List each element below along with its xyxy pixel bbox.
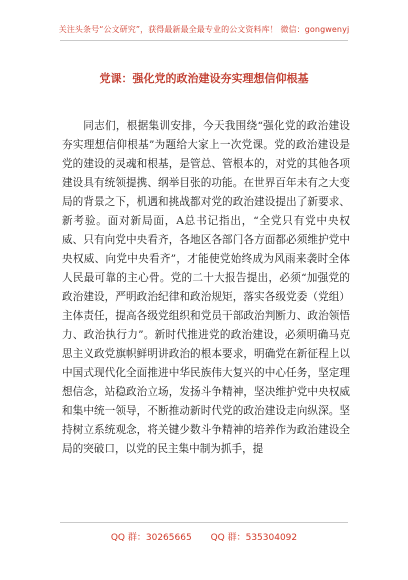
footer-divider — [60, 522, 348, 523]
footer-qq-group-2: QQ 群：535304092 — [210, 533, 298, 543]
document-body-paragraph: 同志们，根据集训安排，今天我围绕“强化党的政治建设夯实理想信仰根基”为题给大家上一次党课。党的政治建设是党的建设的灵魂和根基，是管总、管根本的，对党的其他各项建设具有统领提携、纲举目张的功能。在世界百年未有之大变局的背景之下，机遇和挑战都对党的政治建设提出了新要求、新考验。面对新局面，A总书记指出，“全党只有党中央权威、只有向党中央看齐，各地区各部门各方面都必须维护党中央权威、向党中央看齐”，才能使党始终成为风雨来袭时全体人民最可靠的主心骨。党的二十大报告提出，必须“加强党的政治建设，严明政治纪律和政治规矩，落实各级党委（党组）主体责任，提高各级党组织和党员干部政治判断力、政治领悟力、政治执行力”。新时代推进党的政治建设，必须明确马克思主义政党旗帜鲜明讲政治的根本要求，明确党在新征程上以中国式现代化全面推进中华民族伟大复兴的中心任务，坚定理想信念，站稳政治立场，发扬斗争精神，坚决维护党中央权威和集中统一领导，不断推动新时代党的政治建设走向纵深。坚持树立系统观念，将关键少数斗争精神的培养作为政治建设全局的突破口，以党的民主集中制为抓手，提 — [62, 120, 350, 455]
document-title: 党课：强化党的政治建设夯实理想信仰根基 — [99, 72, 309, 85]
header-note: 关注头条号“公文研究”，获得最新最全最专业的公文资料库！ 微信：gongwenyj — [58, 25, 350, 34]
header-divider — [60, 40, 348, 41]
footer-contact — [0, 530, 408, 543]
footer-qq-group-1: QQ 群：30265665 — [110, 533, 192, 543]
